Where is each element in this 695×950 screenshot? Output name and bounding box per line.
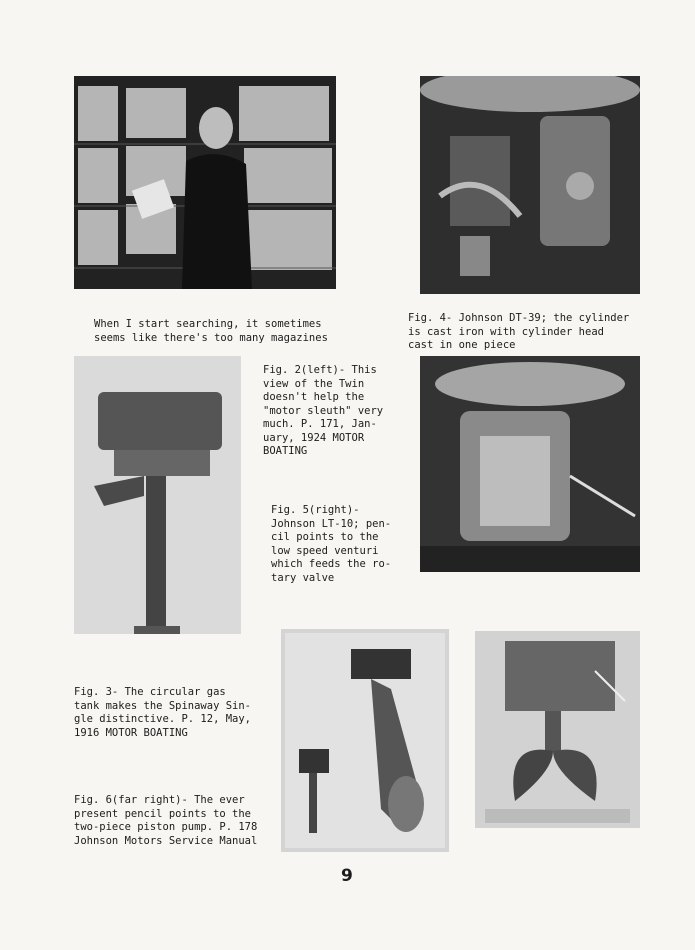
photo-spinaway-page	[281, 629, 449, 852]
caption-fig6: Fig. 6(far right)- The ever present pencil points to the two-piece piston pump. P. 178 Johnson Motors Service Manual	[74, 794, 258, 847]
photo-twin-motor	[74, 356, 241, 634]
page-number: 9	[341, 866, 353, 886]
photo-piston-pump-section	[475, 631, 640, 828]
photo-johnson-lt10	[420, 356, 640, 572]
caption-fig1: When I start searching, it sometimes seems like there's too many magazines	[94, 318, 328, 344]
caption-fig5: Fig. 5(right)- Johnson LT-10; pen- cil points to the low speed venturi which feeds the ro- tary valve	[271, 504, 392, 584]
caption-fig3: Fig. 3- The circular gas tank makes the Spinaway Sin- gle distinctive. P. 12, May, 1916 MOTOR BOATING	[74, 686, 252, 739]
photo-johnson-dt39	[420, 76, 640, 294]
caption-fig4: Fig. 4- Johnson DT-39; the cylinder is cast iron with cylinder head cast in one piece	[408, 312, 630, 351]
caption-fig2: Fig. 2(left)- This view of the Twin doesn't help the "motor sleuth" very much. P. 171, Jan- uary, 1924 MOTOR BOATING	[263, 364, 384, 457]
photo-man-with-magazines	[74, 76, 336, 289]
